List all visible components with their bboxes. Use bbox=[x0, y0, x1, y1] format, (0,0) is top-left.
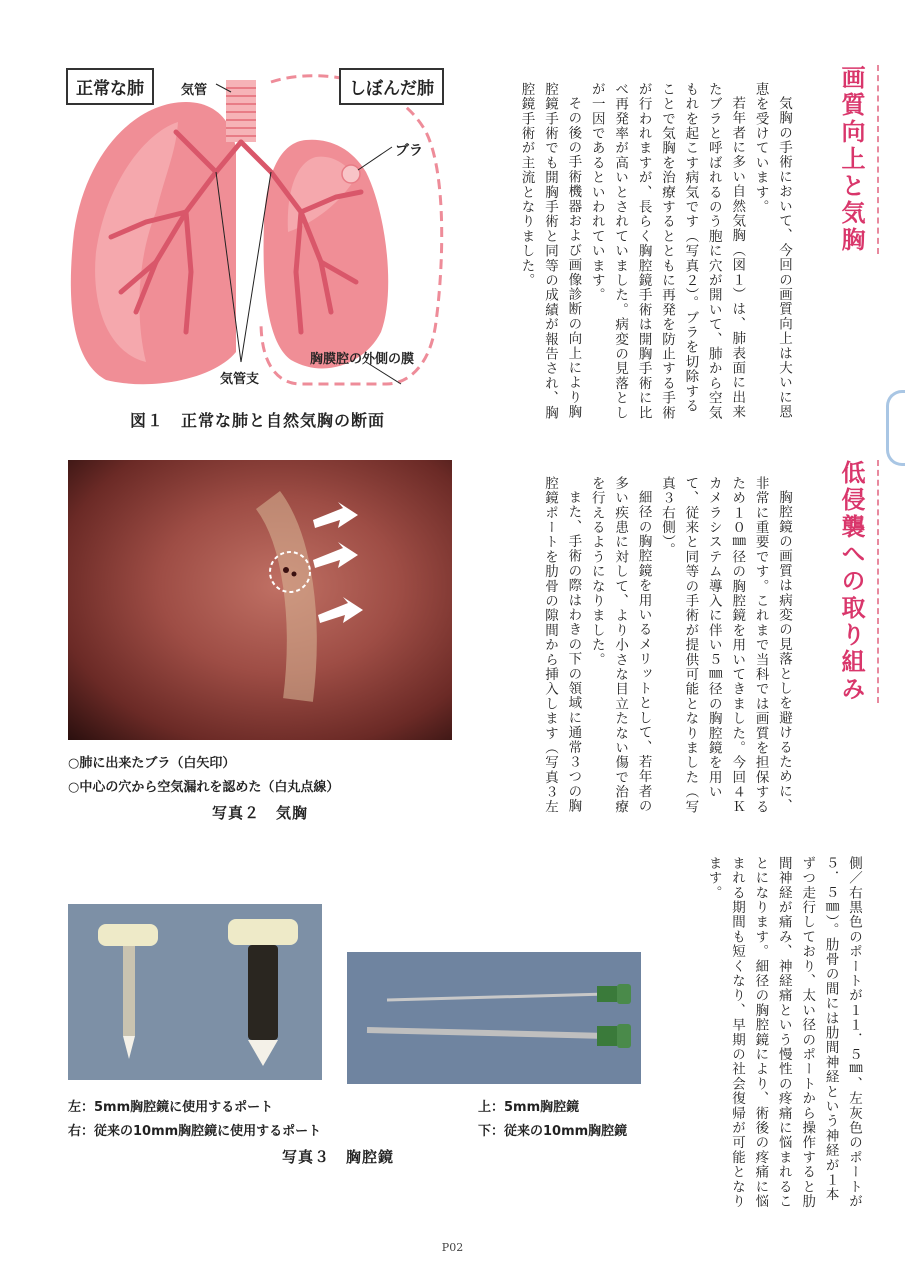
heading-minimally-invasive: 低侵襲への取り組み bbox=[834, 460, 879, 703]
label-bulla: ブラ bbox=[395, 143, 423, 159]
photo2-caption: 写真２ 気胸 bbox=[212, 804, 309, 822]
photo3-note-top-5mm: 上：5mm胸腔鏡 bbox=[478, 1100, 580, 1115]
figure1-caption: 図１ 正常な肺と自然気胸の断面 bbox=[130, 411, 386, 430]
heading-image-quality: 画質向上と気胸 bbox=[834, 65, 879, 254]
label-trachea: 気管 bbox=[181, 83, 208, 98]
figure1-lung-diagram bbox=[66, 62, 446, 392]
ports-illustration bbox=[68, 904, 322, 1080]
lung-illustration bbox=[66, 62, 446, 392]
label-deflated-lung: しぼんだ肺 bbox=[339, 68, 444, 105]
photo2-overlay bbox=[68, 460, 452, 740]
photo2-note-bulla: ○肺に出来たブラ（白矢印） bbox=[68, 756, 236, 771]
section2-paragraph-1: 胸腔鏡の画質は病変の見落としを避けるために、非常に重要です。これまで当科では画質を担保するため１０㎜径の胸腔鏡を用いてきました。今回４Ｋカメラシステム導入に伴い５㎜径の胸腔鏡を用いて、従来と同等の手術が提供可能となりました（写真３右側）。 bbox=[658, 476, 792, 815]
photo3-scopes-image bbox=[347, 952, 641, 1084]
photo3-note-left-5mm: 左：5mm胸腔鏡に使用するポート bbox=[68, 1100, 274, 1115]
section2-paragraph-3: また、手術の際はわきの下の領域に通常３つの胸腔鏡ポートを肋骨の隙間から挿入します（写真３左 bbox=[541, 476, 582, 815]
section2-text-lower bbox=[665, 856, 865, 1216]
section2-paragraph-3-continued: 側／右黒色のポートが１１．５㎜、左灰色のポートが５．５㎜）。肋骨の間には肋間神経という神経が１本ずつ走行しており、太い径のポートから操作すると肋間神経が痛み、神経痛という慢性の疼痛に悩まれることになります。細径の胸腔鏡により、術後の疼痛に悩まれる期間も短くなり、早期の社会復帰が可能となります。 bbox=[705, 856, 862, 1209]
photo2-pneumothorax-image bbox=[68, 460, 452, 740]
photo2-note-air-leak: ○中心の穴から空気漏れを認めた（白丸点線） bbox=[68, 780, 340, 795]
photo3-note-right-10mm: 右：従来の10mm胸腔鏡に使用するポート bbox=[68, 1124, 322, 1139]
photo3-caption: 写真３ 胸腔鏡 bbox=[282, 1148, 395, 1166]
label-bronchus: 気管支 bbox=[220, 372, 260, 387]
page-number: P02 bbox=[441, 1241, 464, 1254]
section1-paragraph-2: 若年者に多い自然気胸（図１）は、肺表面に出来たブラと呼ばれるのう胞に穴が開いて、肺から空気もれを起こす病気です（写真２）。ブラを切除することで気胸を治療するとともに再発を防止する手術が行われますが、長らく胸腔鏡手術は開胸手術に比べ再発率が高いとされていました。病変の見落としが一因であるといわれています。 bbox=[588, 82, 746, 421]
section2-paragraph-2: 細径の胸腔鏡を用いるメリットとして、若年者の多い疾患に対して、より小さな目立たない傷で治療を行えるようになりました。 bbox=[588, 476, 652, 815]
label-pleura: 胸膜腔の外側の膜 bbox=[310, 352, 415, 367]
section1-text bbox=[465, 82, 795, 427]
section1-paragraph-1: 気胸の手術において、今回の画質向上は大いに恩恵を受けています。 bbox=[752, 82, 792, 419]
section1-paragraph-3: その後の手術機器および画像診断の向上により胸腔鏡手術でも開胸手術と同等の成績が報告され、胸腔鏡手術が主流となりました。 bbox=[518, 82, 582, 421]
photo3-note-bottom-10mm: 下：従来の10mm胸腔鏡 bbox=[478, 1124, 628, 1139]
side-tab-decoration bbox=[886, 390, 905, 466]
photo3-ports-image bbox=[68, 904, 322, 1080]
label-normal-lung: 正常な肺 bbox=[66, 68, 154, 105]
scopes-illustration bbox=[347, 952, 641, 1084]
